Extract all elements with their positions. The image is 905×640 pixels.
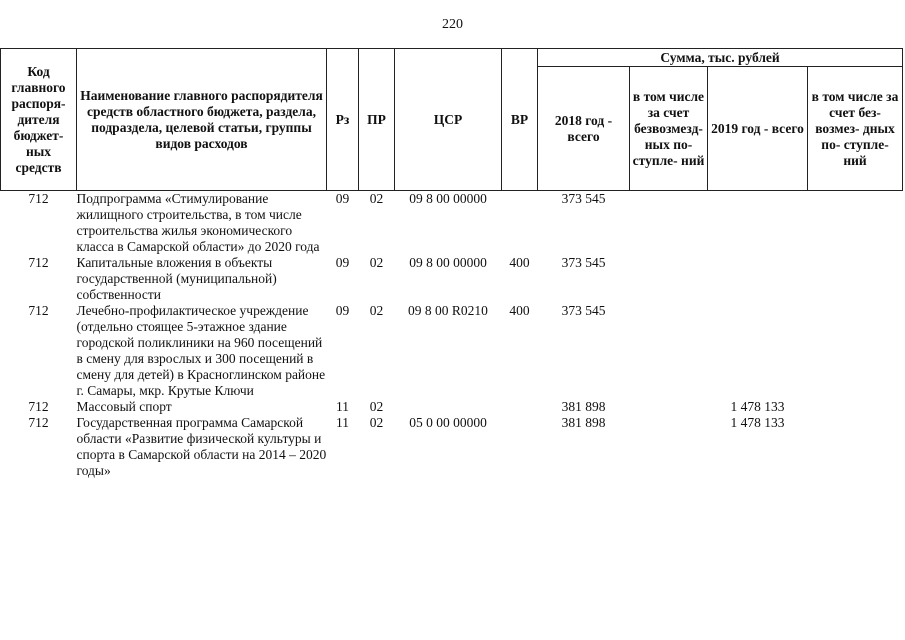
cell-csr [395, 399, 502, 415]
header-name: Наименование главного распорядителя средств областного бюджета, раздела, подраздела, целевой статьи, группы видов расходов [77, 49, 327, 191]
header-grant-2019: в том числе за счет без- возмез- дных по- ступле- ний [808, 67, 903, 191]
cell-vr: 400 [509, 255, 530, 270]
cell-code: 712 [28, 303, 49, 318]
cell-rz: 09 [335, 191, 350, 206]
cell-total-2019 [708, 303, 808, 399]
cell-vr [502, 415, 538, 479]
cell-pr: 02 [369, 399, 384, 414]
cell-code: 712 [28, 399, 49, 414]
cell-name: Капитальные вложения в объекты государственной (муниципальной) собственности [76, 255, 277, 302]
table-row [1, 303, 903, 399]
cell-grant-2019 [808, 399, 903, 415]
cell-grant-2018 [630, 303, 708, 399]
cell-total-2018: 381 898 [561, 415, 606, 430]
cell-code: 712 [28, 415, 49, 430]
table-header [1, 49, 903, 191]
cell-rz: 09 [335, 303, 350, 318]
cell-rz: 11 [336, 415, 349, 430]
cell-grant-2019 [808, 303, 903, 399]
cell-name: Государственная программа Самарской области «Развитие физической культуры и спорта в Самарской области на 2014 – 2020 годы» [76, 415, 327, 478]
cell-rz: 09 [335, 255, 350, 270]
table-row [1, 255, 903, 303]
cell-grant-2018 [630, 415, 708, 479]
header-pr: ПР [359, 49, 395, 191]
cell-csr: 09 8 00 00000 [409, 255, 487, 270]
cell-total-2019 [708, 191, 808, 256]
cell-csr: 09 8 00 00000 [409, 191, 487, 206]
cell-total-2018: 373 545 [561, 303, 606, 318]
cell-csr: 09 8 00 R0210 [408, 303, 488, 318]
cell-total-2019: 1 478 133 [730, 415, 785, 430]
header-grant-2018: в том числе за счет безвозмезд- ных по- ступле- ний [630, 67, 708, 191]
page-number: 220 [442, 17, 463, 32]
cell-name: Подпрограмма «Стимулирование жилищного строительства, в том числе строительства жилья экономического класса в Самарской области» до 2020 года [76, 191, 320, 254]
cell-pr: 02 [369, 303, 384, 318]
cell-grant-2018 [630, 255, 708, 303]
header-sum-group: Сумма, тыс. рублей [538, 49, 903, 67]
budget-table [0, 48, 903, 479]
cell-total-2019 [708, 255, 808, 303]
cell-total-2018: 373 545 [561, 191, 606, 206]
header-csr: ЦСР [395, 49, 502, 191]
cell-total-2019: 1 478 133 [730, 399, 785, 414]
cell-rz: 11 [336, 399, 349, 414]
cell-name: Лечебно-профилактическое учреждение (отдельно стоящее 5-этажное здание городской поликлиники на 960 посещений в смену для взрослых и 300 посещений в смену для детей) в Красноглинском районе г. Самары, мкр. Крутые Ключи [76, 303, 326, 398]
header-code: Код главного распоря- дителя бюджет- ных средств [1, 49, 77, 191]
header-rz: Рз [327, 49, 359, 191]
table-body [1, 191, 903, 480]
cell-grant-2018 [630, 191, 708, 256]
cell-grant-2019 [808, 255, 903, 303]
cell-pr: 02 [369, 415, 384, 430]
cell-csr: 05 0 00 00000 [409, 415, 487, 430]
cell-grant-2018 [630, 399, 708, 415]
cell-vr [502, 399, 538, 415]
header-vr: ВР [502, 49, 538, 191]
cell-pr: 02 [369, 255, 384, 270]
cell-total-2018: 381 898 [561, 399, 606, 414]
cell-code: 712 [28, 191, 49, 206]
cell-vr [502, 191, 538, 256]
cell-code: 712 [28, 255, 49, 270]
table-row [1, 399, 903, 415]
header-total-2019: 2019 год - всего [708, 67, 808, 191]
cell-pr: 02 [369, 191, 384, 206]
cell-name: Массовый спорт [76, 399, 172, 414]
header-total-2018: 2018 год - всего [538, 67, 630, 191]
cell-grant-2019 [808, 191, 903, 256]
cell-vr: 400 [509, 303, 530, 318]
table-row [1, 191, 903, 256]
table-row [1, 415, 903, 479]
cell-grant-2019 [808, 415, 903, 479]
cell-total-2018: 373 545 [561, 255, 606, 270]
